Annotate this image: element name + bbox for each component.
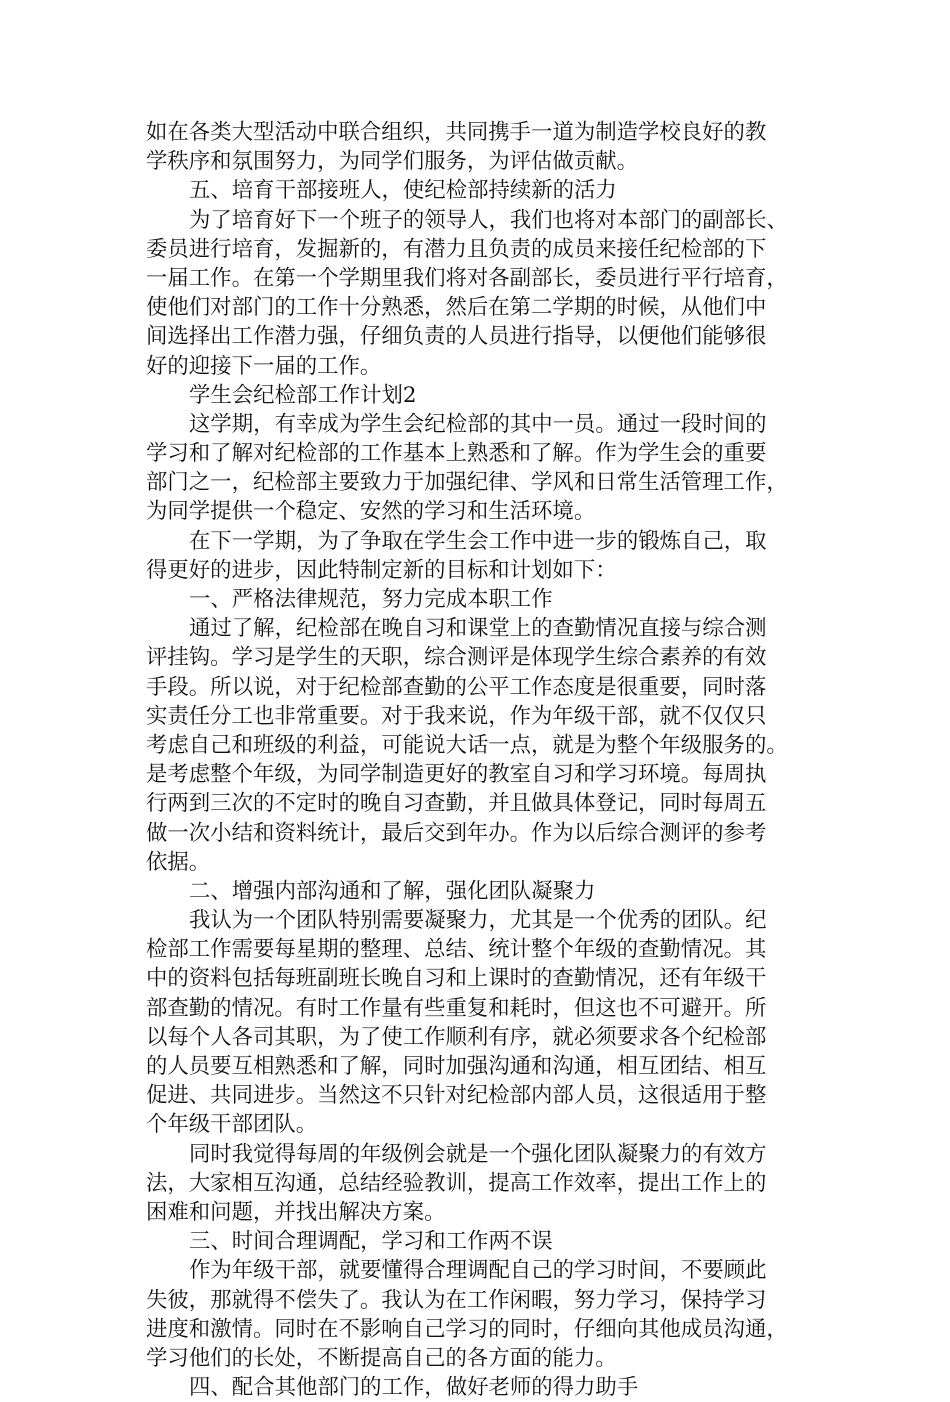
text-line: 做一次小结和资料统计，最后交到年办。作为以后综合测评的参考: [146, 820, 767, 846]
text-line: 委员进行培育，发掘新的，有潜力且负责的成员来接任纪检部的下: [146, 236, 767, 262]
text-line: 部门之一，纪检部主要致力于加强纪律、学风和日常生活管理工作，: [146, 470, 788, 496]
text-line: 个年级干部团队。: [146, 1112, 318, 1138]
text-line: 学生会纪检部工作计划2: [189, 382, 417, 408]
text-line: 为同学提供一个稳定、安然的学习和生活环境。: [146, 499, 596, 525]
text-line: 评挂钩。学习是学生的天职，综合测评是体现学生综合素养的有效: [146, 645, 767, 671]
text-line: 五、培育干部接班人，使纪检部持续新的活力: [189, 178, 617, 204]
text-line: 是考虑整个年级，为同学制造更好的教室自习和学习环境。每周执: [146, 762, 767, 788]
text-line: 一届工作。在第一个学期里我们将对各副部长，委员进行平行培育，: [146, 265, 788, 291]
text-line: 检部工作需要每星期的整理、总结、统计整个年级的查勤情况。其: [146, 937, 767, 963]
text-line: 手段。所以说，对于纪检部查勤的公平工作态度是很重要，同时落: [146, 674, 767, 700]
text-line: 困难和问题，并找出解决方案。: [146, 1199, 446, 1225]
document-body: [146, 118, 806, 1402]
text-line: 失彼，那就得不偿失了。我认为在工作闲暇，努力学习，保持学习: [146, 1287, 767, 1313]
text-line: 四、配合其他部门的工作，做好老师的得力助手: [189, 1375, 639, 1401]
text-line: 促进、共同进步。当然这不只针对纪检部内部人员，这很适用于整: [146, 1083, 767, 1109]
text-line: 好的迎接下一届的工作。: [146, 353, 382, 379]
text-line: 的人员要互相熟悉和了解，同时加强沟通和沟通，相互团结、相互: [146, 1054, 767, 1079]
text-line: 二、增强内部沟通和了解，强化团队凝聚力: [189, 878, 596, 904]
text-line: 学习他们的长处，不断提高自己的各方面的能力。: [146, 1345, 617, 1371]
text-line: 这学期，有幸成为学生会纪检部的其中一员。通过一段时间的: [189, 411, 767, 437]
text-line: 行两到三次的不定时的晚自习查勤，并且做具体登记，同时每周五: [146, 791, 767, 817]
text-line: 三、时间合理调配，学习和工作两不误: [189, 1229, 553, 1255]
text-line: 为了培育好下一个班子的领导人，我们也将对本部门的副部长、: [189, 207, 788, 233]
text-line: 进度和激情。同时在不影响自己学习的同时，仔细向其他成员沟通，: [146, 1316, 788, 1342]
text-line: 考虑自己和班级的利益，可能说大话一点，就是为整个年级服务的。: [146, 732, 788, 758]
text-line: 使他们对部门的工作十分熟悉，然后在第二学期的时候，从他们中: [146, 295, 767, 321]
text-line: 依据。: [146, 849, 211, 875]
text-line: 通过了解，纪检部在晚自习和课堂上的查勤情况直接与综合测: [189, 616, 767, 642]
text-line: 我认为一个团队特别需要凝聚力，尤其是一个优秀的团队。纪: [189, 908, 767, 934]
text-line: 在下一学期，为了争取在学生会工作中进一步的锻炼自己，取: [189, 528, 767, 554]
text-line: 同时我觉得每周的年级例会就是一个强化团队凝聚力的有效方: [189, 1141, 767, 1167]
text-line: 学秩序和氛围努力，为同学们服务，为评估做贡献。: [146, 149, 638, 175]
text-line: 法，大家相互沟通，总结经验教训，提高工作效率，提出工作上的: [146, 1170, 767, 1196]
text-line: 实责任分工也非常重要。对于我来说，作为年级干部，就不仅仅只: [146, 703, 767, 729]
text-line: 中的资料包括每班副班长晚自习和上课时的查勤情况，还有年级干: [146, 966, 767, 992]
text-line: 作为年级干部，就要懂得合理调配自己的学习时间，不要顾此: [189, 1258, 767, 1284]
text-line: 如在各类大型活动中联合组织，共同携手一道为制造学校良好的教: [146, 120, 767, 145]
text-line: 一、严格法律规范，努力完成本职工作: [189, 587, 553, 612]
text-line: 部查勤的情况。有时工作量有些重复和耗时，但这也不可避开。所: [146, 995, 767, 1021]
text-line: 得更好的进步，因此特制定新的目标和计划如下：: [146, 557, 617, 583]
text-line: 间选择出工作潜力强，仔细负责的人员进行指导，以便他们能够很: [146, 324, 767, 350]
text-line: 学习和了解对纪检部的工作基本上熟悉和了解。作为学生会的重要: [146, 441, 767, 467]
text-line: 以每个人各司其职，为了使工作顺利有序，就必须要求各个纪检部: [146, 1024, 767, 1050]
